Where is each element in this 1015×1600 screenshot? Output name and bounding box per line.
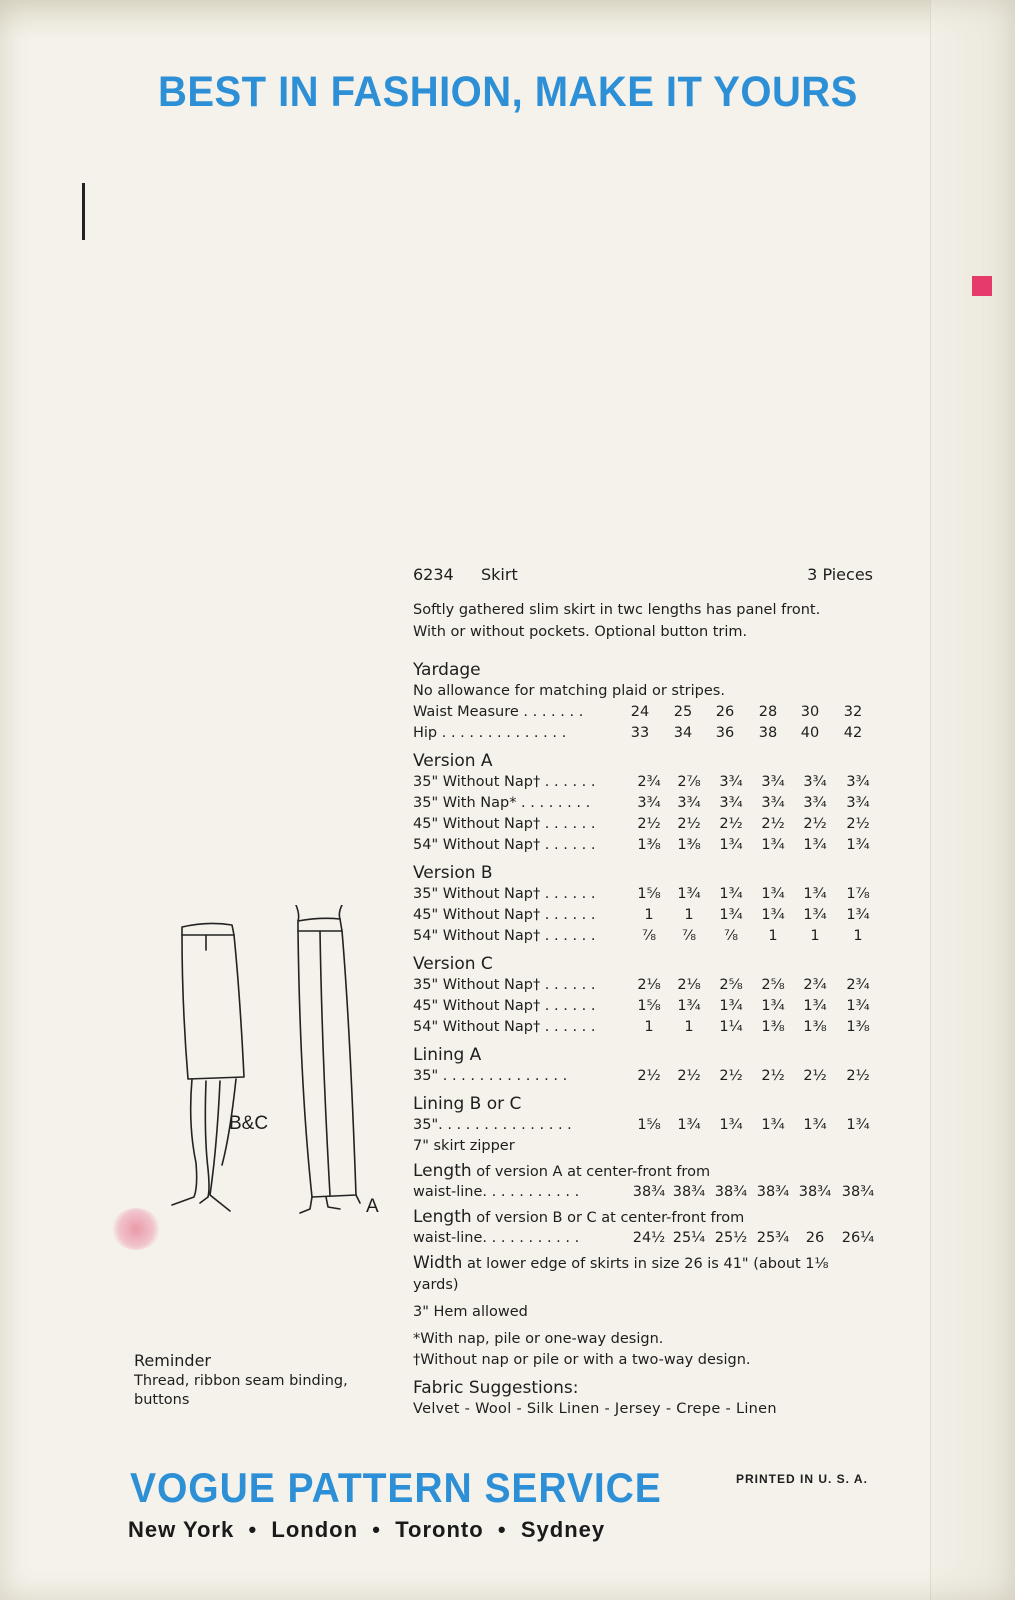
top-fold: [0, 0, 1015, 40]
value-cell: 3¾: [719, 795, 743, 811]
value-cell: 2¾: [637, 774, 661, 790]
value-cell: 1: [644, 1019, 654, 1035]
value-cell: 38¾: [714, 1184, 748, 1200]
value-cell: 24: [630, 704, 650, 720]
value-cell: 2½: [761, 816, 785, 832]
city: New York: [128, 1517, 235, 1542]
lining-row: [413, 1066, 879, 1087]
length-head: Length: [413, 1161, 472, 1181]
value-cell: 2½: [719, 1068, 743, 1084]
yardage-row: [413, 772, 879, 793]
value-cell: 2½: [637, 816, 661, 832]
pattern-header: [413, 565, 879, 591]
value-cell: 1⅝: [637, 998, 661, 1014]
value-cell: 3¾: [846, 795, 870, 811]
value-cell: 1: [810, 928, 820, 944]
yardage-row: [413, 975, 879, 996]
length-a-title: [413, 1161, 879, 1182]
footnote-without-nap: †Without nap or pile or with a two-way design.: [413, 1352, 751, 1368]
value-cell: 38: [758, 725, 778, 741]
long-skirt-feet: [300, 1195, 360, 1213]
value-cell: 2½: [761, 1068, 785, 1084]
width-text: at lower edge of skirts in size 26 is 41" (about 1⅛: [467, 1256, 829, 1272]
value-cell: 26: [715, 704, 735, 720]
length-a-row: [413, 1182, 879, 1203]
description-line: With or without pockets. Optional button trim.: [413, 624, 748, 640]
row-label: waist-line. . . . . . . . . . .: [413, 1184, 580, 1200]
value-cell: 3¾: [761, 774, 785, 790]
short-skirt-legs: [172, 1079, 209, 1205]
value-cell: 2⅛: [637, 977, 661, 993]
row-label: 35" Without Nap† . . . . . .: [413, 977, 596, 993]
value-cell: 1¾: [846, 907, 870, 923]
yardage-row: [413, 996, 879, 1017]
row-label: 45" Without Nap† . . . . . .: [413, 816, 596, 832]
value-cell: 3¾: [803, 774, 827, 790]
length-bc-row: [413, 1228, 879, 1249]
value-cell: 1¾: [719, 837, 743, 853]
width-head: Width: [413, 1253, 463, 1273]
length-head: Length: [413, 1207, 472, 1227]
value-cell: 2⅞: [677, 774, 701, 790]
value-cell: 1: [853, 928, 863, 944]
row-label: 54" Without Nap† . . . . . .: [413, 837, 596, 853]
value-cell: 1⅜: [803, 1019, 827, 1035]
value-cell: 3¾: [719, 774, 743, 790]
value-cell: 1¾: [719, 907, 743, 923]
value-cell: 2¾: [846, 977, 870, 993]
hip-row: [413, 723, 879, 744]
value-cell: 42: [843, 725, 863, 741]
value-cell: 2½: [677, 816, 701, 832]
value-cell: 1: [644, 907, 654, 923]
reminder-title: Reminder: [134, 1351, 211, 1370]
row-label: waist-line. . . . . . . . . . .: [413, 1230, 580, 1246]
value-cell: 2¾: [803, 977, 827, 993]
row-label: 45" Without Nap† . . . . . .: [413, 998, 596, 1014]
footnote-nap: *With nap, pile or one-way design.: [413, 1331, 664, 1347]
value-cell: ⅞: [723, 928, 739, 944]
lining-bc-title: Lining B or C: [413, 1094, 522, 1114]
value-cell: 26¼: [841, 1230, 875, 1246]
city: London: [271, 1517, 359, 1542]
value-cell: 2½: [846, 816, 870, 832]
printed-note: PRINTED IN U. S. A.: [736, 1472, 868, 1486]
value-cell: 28: [758, 704, 778, 720]
value-cell: 1¾: [761, 837, 785, 853]
value-cell: 3¾: [637, 795, 661, 811]
value-cell: 30: [800, 704, 820, 720]
value-cell: 38¾: [756, 1184, 790, 1200]
value-cell: 1¾: [846, 837, 870, 853]
width-note: [413, 1253, 879, 1296]
label-a: A: [366, 1196, 379, 1217]
yardage-row: [413, 884, 879, 905]
yardage-row: [413, 835, 879, 856]
separator: •: [497, 1517, 507, 1542]
pattern-pieces: 3 Pieces: [807, 565, 873, 584]
value-cell: 32: [843, 704, 863, 720]
value-cell: 1⅜: [761, 1019, 785, 1035]
length-bc-title: [413, 1207, 879, 1228]
value-cell: 1¾: [846, 1117, 870, 1133]
reminder-line: buttons: [134, 1392, 190, 1408]
value-cell: 34: [673, 725, 693, 741]
value-cell: 3¾: [677, 795, 701, 811]
value-cell: 25: [673, 704, 693, 720]
reminder-line: Thread, ribbon seam binding,: [134, 1373, 348, 1389]
reminder-block: [134, 1350, 394, 1410]
row-label: 45" Without Nap† . . . . . .: [413, 907, 596, 923]
pattern-spec-sheet: [413, 565, 879, 1420]
yardage-row: [413, 926, 879, 947]
row-label: 54" Without Nap† . . . . . .: [413, 1019, 596, 1035]
value-cell: 1⅜: [846, 1019, 870, 1035]
width-text-2: yards): [413, 1277, 459, 1293]
value-cell: 1⅝: [637, 1117, 661, 1133]
value-cell: 36: [715, 725, 735, 741]
value-cell: 1¾: [761, 1117, 785, 1133]
hem-note: 3" Hem allowed: [413, 1304, 528, 1320]
value-cell: 1: [684, 907, 694, 923]
value-cell: ⅞: [641, 928, 657, 944]
value-cell: ⅞: [681, 928, 697, 944]
value-cell: 40: [800, 725, 820, 741]
lining-a-title: Lining A: [413, 1045, 482, 1065]
row-label: 35" Without Nap† . . . . . .: [413, 774, 596, 790]
value-cell: 1¾: [803, 907, 827, 923]
value-cell: 1¾: [761, 998, 785, 1014]
pink-tab: [972, 276, 992, 296]
value-cell: 3¾: [846, 774, 870, 790]
value-cell: 1⅜: [677, 837, 701, 853]
value-cell: 2⅛: [677, 977, 701, 993]
row-label: 35" Without Nap† . . . . . .: [413, 886, 596, 902]
row-label: Waist Measure . . . . . . .: [413, 704, 584, 720]
separator: •: [248, 1517, 258, 1542]
label-bc: B&C: [229, 1113, 269, 1134]
value-cell: 38¾: [841, 1184, 875, 1200]
yardage-row: [413, 905, 879, 926]
short-skirt: [182, 923, 244, 1079]
value-cell: 2½: [803, 816, 827, 832]
yardage-row: [413, 814, 879, 835]
value-cell: 1¾: [803, 998, 827, 1014]
row-label: 54" Without Nap† . . . . . .: [413, 928, 596, 944]
value-cell: 25¼: [672, 1230, 706, 1246]
value-cell: 2⅝: [761, 977, 785, 993]
row-label: 35" With Nap* . . . . . . . .: [413, 795, 591, 811]
pink-smudge: [112, 1208, 160, 1250]
value-cell: 1⅝: [637, 886, 661, 902]
headline: BEST IN FASHION, MAKE IT YOURS: [158, 68, 858, 116]
pattern-description: [413, 599, 879, 643]
value-cell: 1¾: [677, 1117, 701, 1133]
value-cell: 1¾: [719, 886, 743, 902]
value-cell: 1¾: [761, 886, 785, 902]
value-cell: 1¾: [719, 1117, 743, 1133]
waist-row: [413, 702, 879, 723]
value-cell: 1¾: [846, 998, 870, 1014]
value-cell: 1: [768, 928, 778, 944]
brand-title: VOGUE PATTERN SERVICE: [130, 1464, 662, 1511]
value-cell: 33: [630, 725, 650, 741]
side-strip: [930, 0, 1015, 1600]
value-cell: 1¾: [677, 998, 701, 1014]
value-cell: 2½: [637, 1068, 661, 1084]
city: Toronto: [395, 1517, 484, 1542]
value-cell: 3¾: [761, 795, 785, 811]
value-cell: 2½: [803, 1068, 827, 1084]
pattern-title: Skirt: [481, 565, 518, 584]
value-cell: 1¾: [719, 998, 743, 1014]
value-cell: 2½: [719, 816, 743, 832]
fabric-list: Velvet - Wool - Silk Linen - Jersey - Crepe - Linen: [413, 1401, 777, 1417]
value-cell: 25¾: [756, 1230, 790, 1246]
pattern-number: 6234: [413, 565, 454, 584]
value-cell: 38¾: [632, 1184, 666, 1200]
length-text: of version B or C at center-front from: [476, 1210, 745, 1226]
version-b-title: Version B: [413, 863, 493, 883]
skirt-illustration: [160, 905, 370, 1225]
value-cell: 2⅝: [719, 977, 743, 993]
yardage-row: [413, 1017, 879, 1038]
length-text: of version A at center-front from: [476, 1164, 711, 1180]
fabric-title: Fabric Suggestions:: [413, 1378, 579, 1398]
value-cell: 38¾: [798, 1184, 832, 1200]
city: Sydney: [520, 1517, 606, 1542]
value-cell: 1¾: [803, 1117, 827, 1133]
long-skirt: [298, 918, 356, 1197]
lining-row: [413, 1115, 879, 1136]
value-cell: 2½: [677, 1068, 701, 1084]
value-cell: 2½: [846, 1068, 870, 1084]
description-line: Softly gathered slim skirt in twc lengths has panel front.: [413, 602, 821, 618]
yardage-note: No allowance for matching plaid or stripes.: [413, 683, 725, 699]
zipper-note: 7" skirt zipper: [413, 1138, 515, 1154]
yardage-row: [413, 793, 879, 814]
value-cell: 3¾: [803, 795, 827, 811]
version-a-title: Version A: [413, 751, 493, 771]
row-label: Hip . . . . . . . . . . . . . .: [413, 725, 567, 741]
version-c-title: Version C: [413, 954, 493, 974]
value-cell: 1: [684, 1019, 694, 1035]
row-label: 35". . . . . . . . . . . . . . .: [413, 1117, 572, 1133]
value-cell: 1¾: [761, 907, 785, 923]
value-cell: 25½: [714, 1230, 748, 1246]
value-cell: 1¼: [719, 1019, 743, 1035]
pen-mark: [82, 183, 85, 240]
value-cell: 38¾: [672, 1184, 706, 1200]
separator: •: [372, 1517, 381, 1542]
value-cell: 1¾: [677, 886, 701, 902]
value-cell: 26: [805, 1230, 825, 1246]
value-cell: 1⅜: [637, 837, 661, 853]
yardage-title: Yardage: [413, 660, 481, 680]
value-cell: 1¾: [803, 837, 827, 853]
value-cell: 1¾: [803, 886, 827, 902]
value-cell: 24½: [632, 1230, 666, 1246]
city-list: [128, 1517, 605, 1543]
row-label: 35" . . . . . . . . . . . . . .: [413, 1068, 568, 1084]
value-cell: 1⅞: [846, 886, 870, 902]
